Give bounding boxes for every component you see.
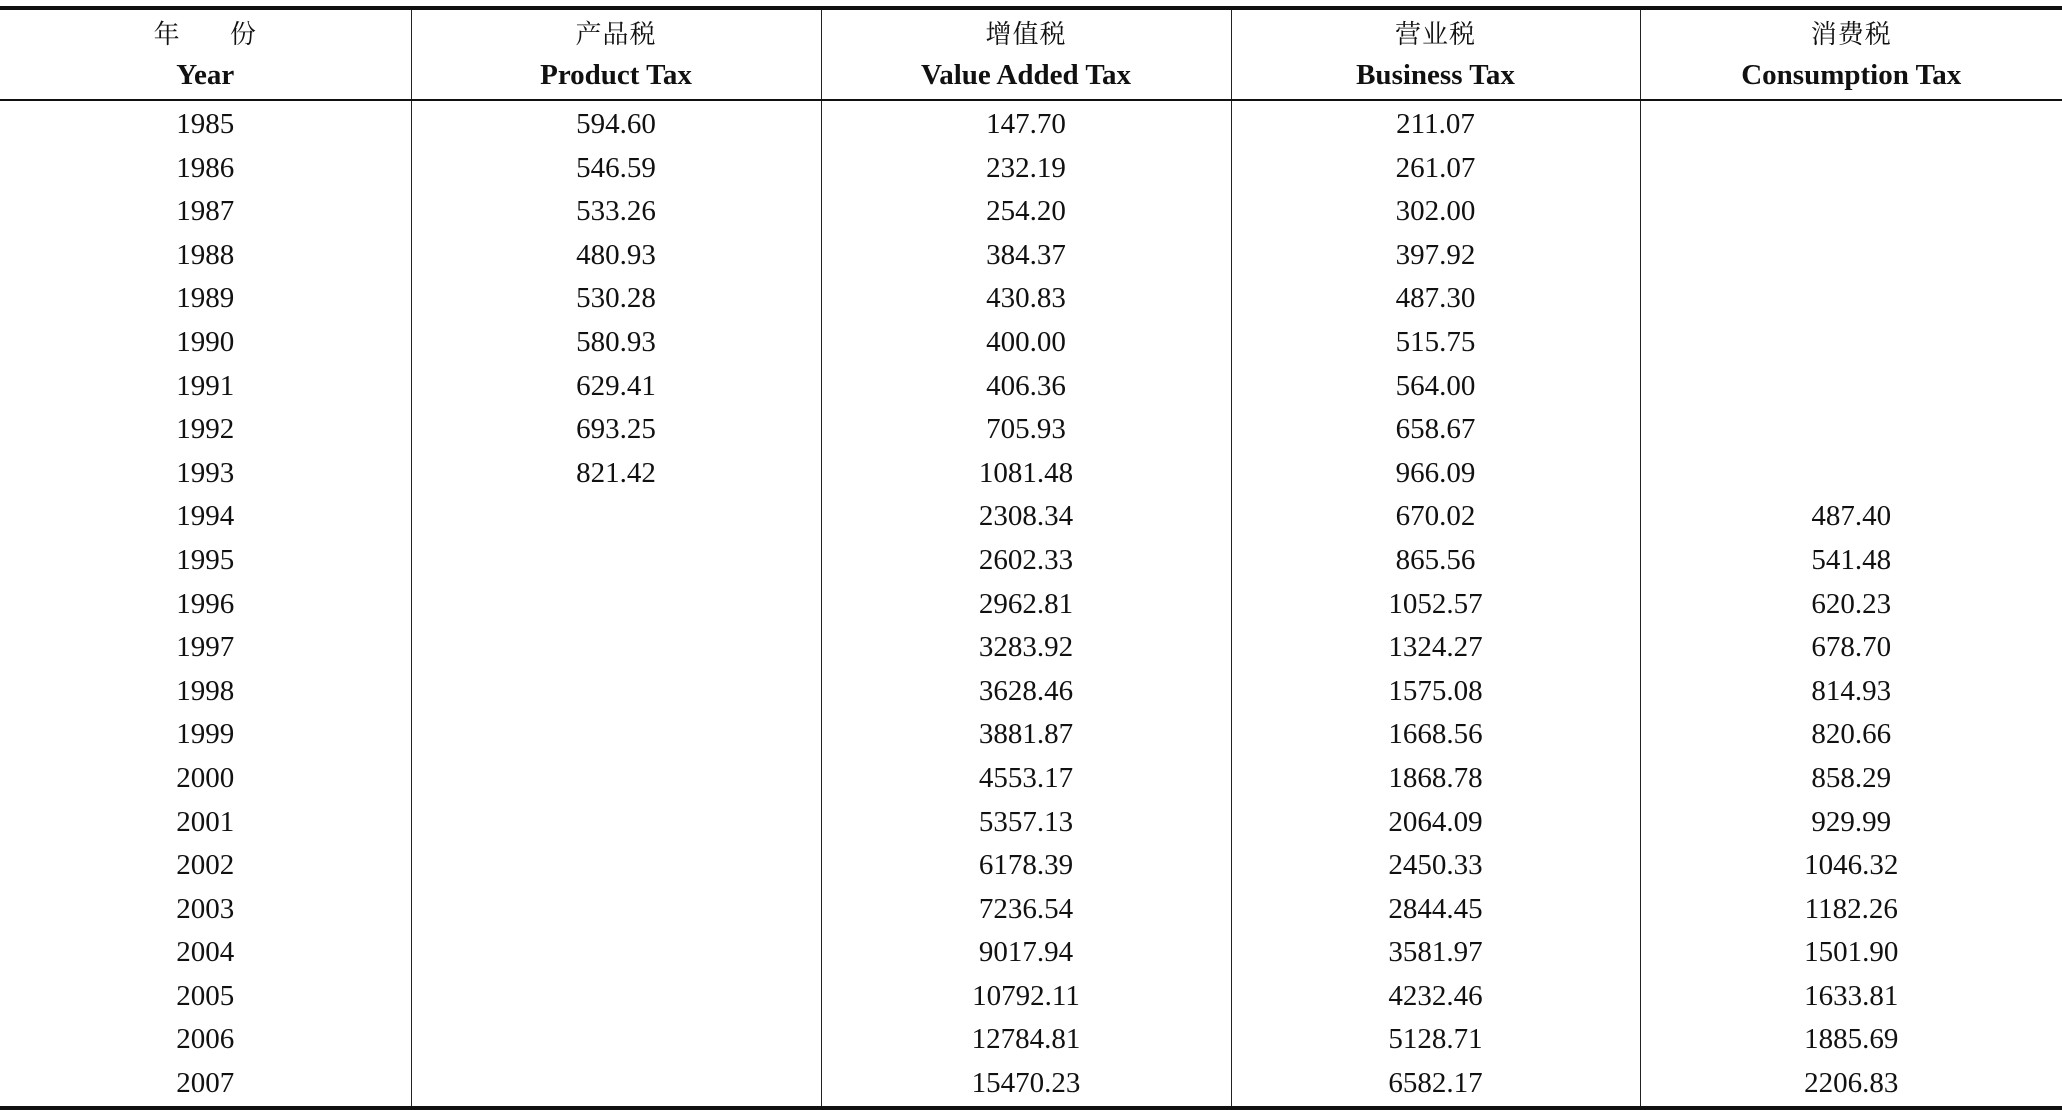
header-value-added-tax [821, 8, 1231, 100]
table-row [0, 452, 2062, 496]
consumption-tax-cell: 2206.83 [1640, 1062, 2062, 1108]
consumption-tax-cell: 1182.26 [1640, 888, 2062, 932]
consumption-tax-cell [1640, 234, 2062, 278]
year-cell: 1990 [0, 321, 411, 365]
business-tax-cell: 5128.71 [1231, 1018, 1640, 1062]
header-consumption-tax-en: Consumption Tax [1641, 55, 2062, 95]
value-added-tax-cell: 430.83 [821, 277, 1231, 321]
business-tax-cell: 211.07 [1231, 100, 1640, 147]
table-row [0, 365, 2062, 409]
business-tax-cell: 1575.08 [1231, 670, 1640, 714]
header-year-zh: 年 份 [0, 15, 411, 55]
product-tax-cell [411, 670, 821, 714]
product-tax-cell [411, 975, 821, 1019]
product-tax-cell [411, 539, 821, 583]
year-cell: 1997 [0, 626, 411, 670]
year-cell: 1994 [0, 495, 411, 539]
product-tax-cell: 530.28 [411, 277, 821, 321]
consumption-tax-cell [1640, 408, 2062, 452]
consumption-tax-cell: 814.93 [1640, 670, 2062, 714]
header-year-en: Year [0, 55, 411, 95]
business-tax-cell: 670.02 [1231, 495, 1640, 539]
table-row [0, 931, 2062, 975]
product-tax-cell [411, 844, 821, 888]
year-cell: 1992 [0, 408, 411, 452]
value-added-tax-cell: 2602.33 [821, 539, 1231, 583]
business-tax-cell: 2064.09 [1231, 801, 1640, 845]
business-tax-cell: 865.56 [1231, 539, 1640, 583]
year-cell: 1999 [0, 713, 411, 757]
table-row [0, 1018, 2062, 1062]
header-value-added-tax-en: Value Added Tax [822, 55, 1231, 95]
table-row [0, 495, 2062, 539]
consumption-tax-cell: 620.23 [1640, 583, 2062, 627]
product-tax-cell [411, 801, 821, 845]
table-row [0, 801, 2062, 845]
product-tax-cell [411, 1018, 821, 1062]
consumption-tax-cell [1640, 147, 2062, 191]
year-cell: 2002 [0, 844, 411, 888]
business-tax-cell: 1052.57 [1231, 583, 1640, 627]
business-tax-cell: 1324.27 [1231, 626, 1640, 670]
table-row [0, 975, 2062, 1019]
product-tax-cell: 533.26 [411, 190, 821, 234]
product-tax-cell [411, 757, 821, 801]
consumption-tax-cell: 1633.81 [1640, 975, 2062, 1019]
value-added-tax-cell: 400.00 [821, 321, 1231, 365]
consumption-tax-cell: 487.40 [1640, 495, 2062, 539]
header-product-tax [411, 8, 821, 100]
product-tax-cell [411, 495, 821, 539]
business-tax-cell: 302.00 [1231, 190, 1640, 234]
year-cell: 1991 [0, 365, 411, 409]
table-row [0, 147, 2062, 191]
header-business-tax [1231, 8, 1640, 100]
consumption-tax-cell: 820.66 [1640, 713, 2062, 757]
year-cell: 2003 [0, 888, 411, 932]
table-row [0, 583, 2062, 627]
value-added-tax-cell: 3881.87 [821, 713, 1231, 757]
value-added-tax-cell: 147.70 [821, 100, 1231, 147]
consumption-tax-cell: 858.29 [1640, 757, 2062, 801]
consumption-tax-cell: 929.99 [1640, 801, 2062, 845]
table-row [0, 888, 2062, 932]
table-header [0, 8, 2062, 100]
table-row [0, 1062, 2062, 1108]
year-cell: 1993 [0, 452, 411, 496]
consumption-tax-cell: 541.48 [1640, 539, 2062, 583]
year-cell: 1986 [0, 147, 411, 191]
consumption-tax-cell: 678.70 [1640, 626, 2062, 670]
table-row [0, 757, 2062, 801]
consumption-tax-cell: 1885.69 [1640, 1018, 2062, 1062]
business-tax-cell: 515.75 [1231, 321, 1640, 365]
year-cell: 2000 [0, 757, 411, 801]
business-tax-cell: 4232.46 [1231, 975, 1640, 1019]
year-cell: 1987 [0, 190, 411, 234]
value-added-tax-cell: 406.36 [821, 365, 1231, 409]
consumption-tax-cell: 1046.32 [1640, 844, 2062, 888]
year-cell: 2007 [0, 1062, 411, 1108]
product-tax-cell: 546.59 [411, 147, 821, 191]
table-row [0, 844, 2062, 888]
table-row [0, 190, 2062, 234]
consumption-tax-cell [1640, 321, 2062, 365]
value-added-tax-cell: 254.20 [821, 190, 1231, 234]
table-body [0, 100, 2062, 1108]
value-added-tax-cell: 7236.54 [821, 888, 1231, 932]
value-added-tax-cell: 2962.81 [821, 583, 1231, 627]
value-added-tax-cell: 2308.34 [821, 495, 1231, 539]
business-tax-cell: 564.00 [1231, 365, 1640, 409]
year-cell: 2005 [0, 975, 411, 1019]
value-added-tax-cell: 705.93 [821, 408, 1231, 452]
year-cell: 2001 [0, 801, 411, 845]
table-row [0, 408, 2062, 452]
consumption-tax-cell [1640, 365, 2062, 409]
table-row [0, 277, 2062, 321]
header-product-tax-zh: 产品税 [412, 15, 821, 55]
value-added-tax-cell: 384.37 [821, 234, 1231, 278]
table-row [0, 539, 2062, 583]
table-row [0, 234, 2062, 278]
business-tax-cell: 2450.33 [1231, 844, 1640, 888]
consumption-tax-cell: 1501.90 [1640, 931, 2062, 975]
product-tax-cell: 629.41 [411, 365, 821, 409]
consumption-tax-cell [1640, 277, 2062, 321]
business-tax-cell: 261.07 [1231, 147, 1640, 191]
year-cell: 1996 [0, 583, 411, 627]
value-added-tax-cell: 10792.11 [821, 975, 1231, 1019]
business-tax-cell: 6582.17 [1231, 1062, 1640, 1108]
header-value-added-tax-zh: 增值税 [822, 15, 1231, 55]
product-tax-cell [411, 931, 821, 975]
table-row [0, 626, 2062, 670]
year-cell: 1998 [0, 670, 411, 714]
product-tax-cell: 480.93 [411, 234, 821, 278]
table-row [0, 321, 2062, 365]
header-product-tax-en: Product Tax [412, 55, 821, 95]
value-added-tax-cell: 6178.39 [821, 844, 1231, 888]
consumption-tax-cell [1640, 190, 2062, 234]
product-tax-cell [411, 1062, 821, 1108]
business-tax-cell: 397.92 [1231, 234, 1640, 278]
value-added-tax-cell: 3283.92 [821, 626, 1231, 670]
business-tax-cell: 3581.97 [1231, 931, 1640, 975]
product-tax-cell: 580.93 [411, 321, 821, 365]
value-added-tax-cell: 5357.13 [821, 801, 1231, 845]
table-row [0, 100, 2062, 147]
product-tax-cell [411, 713, 821, 757]
consumption-tax-cell [1640, 452, 2062, 496]
value-added-tax-cell: 232.19 [821, 147, 1231, 191]
product-tax-cell: 594.60 [411, 100, 821, 147]
header-consumption-tax-zh: 消费税 [1641, 15, 2062, 55]
year-cell: 1995 [0, 539, 411, 583]
value-added-tax-cell: 15470.23 [821, 1062, 1231, 1108]
year-cell: 2006 [0, 1018, 411, 1062]
header-year [0, 8, 411, 100]
consumption-tax-cell [1640, 100, 2062, 147]
header-business-tax-en: Business Tax [1232, 55, 1640, 95]
tax-revenue-table [0, 6, 2062, 1110]
business-tax-cell: 966.09 [1231, 452, 1640, 496]
business-tax-cell: 658.67 [1231, 408, 1640, 452]
business-tax-cell: 1668.56 [1231, 713, 1640, 757]
table-row [0, 713, 2062, 757]
value-added-tax-cell: 9017.94 [821, 931, 1231, 975]
product-tax-cell [411, 626, 821, 670]
product-tax-cell: 693.25 [411, 408, 821, 452]
value-added-tax-cell: 1081.48 [821, 452, 1231, 496]
year-cell: 1988 [0, 234, 411, 278]
business-tax-cell: 2844.45 [1231, 888, 1640, 932]
product-tax-cell [411, 583, 821, 627]
header-business-tax-zh: 营业税 [1232, 15, 1640, 55]
business-tax-cell: 487.30 [1231, 277, 1640, 321]
product-tax-cell: 821.42 [411, 452, 821, 496]
year-cell: 1985 [0, 100, 411, 147]
business-tax-cell: 1868.78 [1231, 757, 1640, 801]
year-cell: 2004 [0, 931, 411, 975]
value-added-tax-cell: 4553.17 [821, 757, 1231, 801]
product-tax-cell [411, 888, 821, 932]
value-added-tax-cell: 12784.81 [821, 1018, 1231, 1062]
value-added-tax-cell: 3628.46 [821, 670, 1231, 714]
year-cell: 1989 [0, 277, 411, 321]
header-consumption-tax [1640, 8, 2062, 100]
header-row [0, 8, 2062, 100]
table-row [0, 670, 2062, 714]
